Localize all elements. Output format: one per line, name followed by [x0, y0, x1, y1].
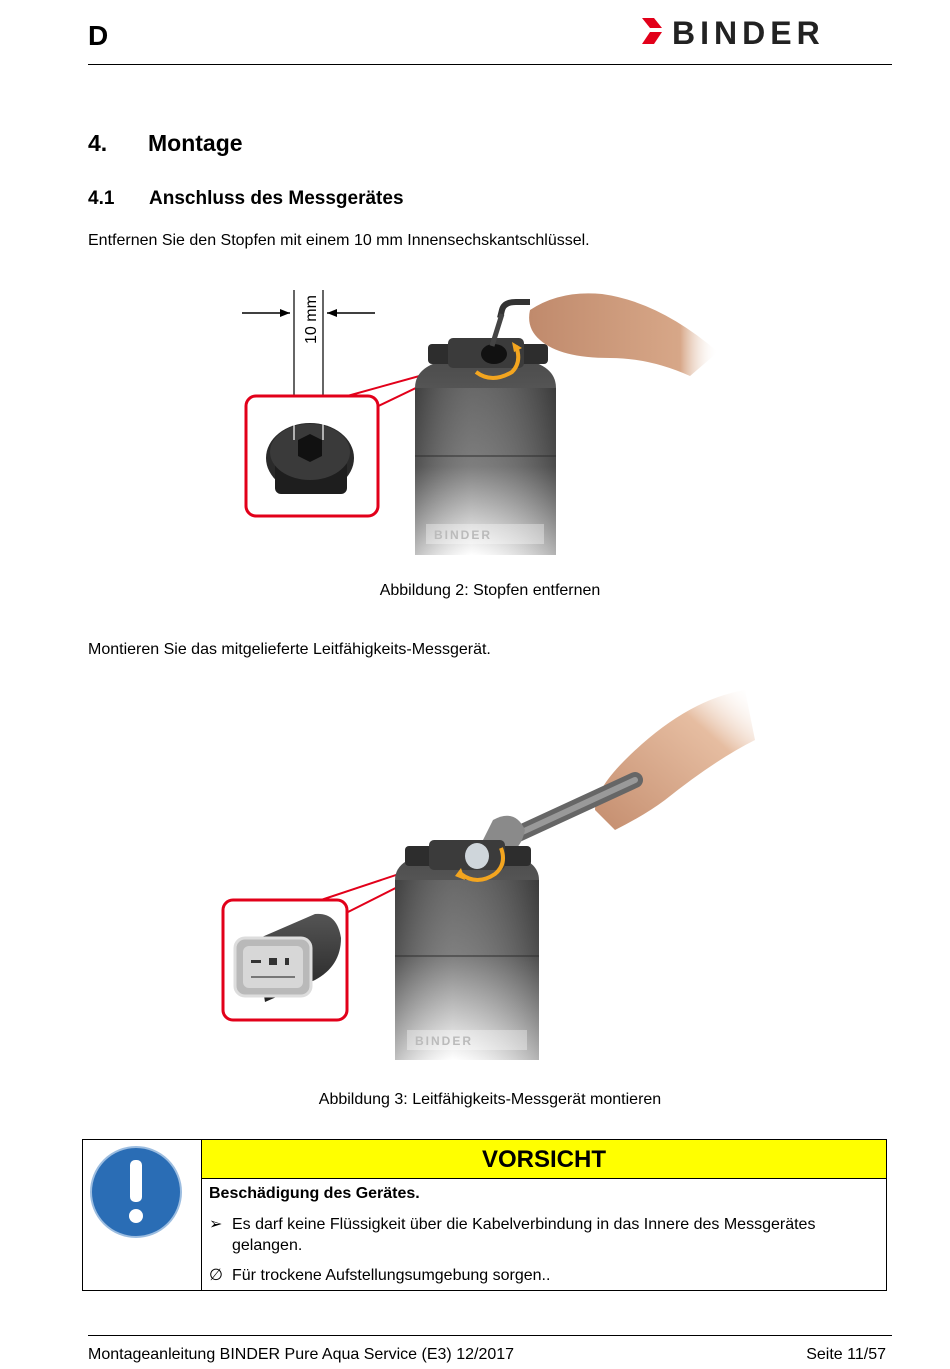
exclamation-icon: [83, 1140, 201, 1290]
caution-item-1-text: Es darf keine Flüssigkeit über die Kabelverbindung in das Innere des Messgerätes gelangen.: [232, 1216, 816, 1254]
caution-item-2-text: Für trockene Aufstellungsumgebung sorgen..: [232, 1267, 551, 1284]
figure-caption-2: Abbildung 2: Stopfen entfernen: [379, 582, 601, 599]
caution-heading: VORSICHT: [202, 1140, 886, 1179]
paragraph-remove-plug: Entfernen Sie den Stopfen mit einem 10 mm Innensechskantschlüssel.: [88, 232, 590, 249]
dimension-label: 10 mm: [303, 295, 320, 344]
prohibition-bullet-icon: ∅: [209, 1267, 223, 1284]
figure-remove-plug: [230, 280, 730, 555]
caution-subheading: Beschädigung des Gerätes.: [209, 1185, 420, 1202]
tank-label-2: BINDER: [415, 1034, 474, 1048]
language-code: D: [88, 20, 109, 51]
footer-document-title: Montageanleitung BINDER Pure Aqua Service (E3) 12/2017: [88, 1346, 515, 1363]
paragraph-mount-meter: Montieren Sie das mitgelieferte Leitfähigkeits-Messgerät.: [88, 641, 491, 658]
footer-page-number: Seite 11/57: [806, 1346, 886, 1363]
arrow-bullet-icon: ➢: [209, 1216, 223, 1233]
section-title: Montage: [148, 130, 243, 156]
subsection-title: Anschluss des Messgerätes: [149, 188, 404, 209]
figure-mount-meter: [215, 680, 755, 1060]
subsection-heading: [88, 188, 404, 210]
section-number: 4.: [88, 130, 108, 156]
subsection-number: 4.1: [88, 188, 115, 209]
tank-label: BINDER: [434, 528, 493, 542]
section-heading: [88, 130, 243, 157]
figure-caption-3: Abbildung 3: Leitfähigkeits-Messgerät montieren: [318, 1091, 662, 1108]
header-rule: [88, 64, 892, 65]
caution-box: [82, 1139, 887, 1291]
caution-item-2: [209, 1265, 872, 1286]
caution-icon-cell: [83, 1140, 202, 1290]
binder-logo: [640, 14, 890, 54]
logo-text: BINDER: [672, 15, 825, 51]
caution-item-1: [209, 1214, 872, 1256]
footer-rule: [88, 1335, 892, 1336]
